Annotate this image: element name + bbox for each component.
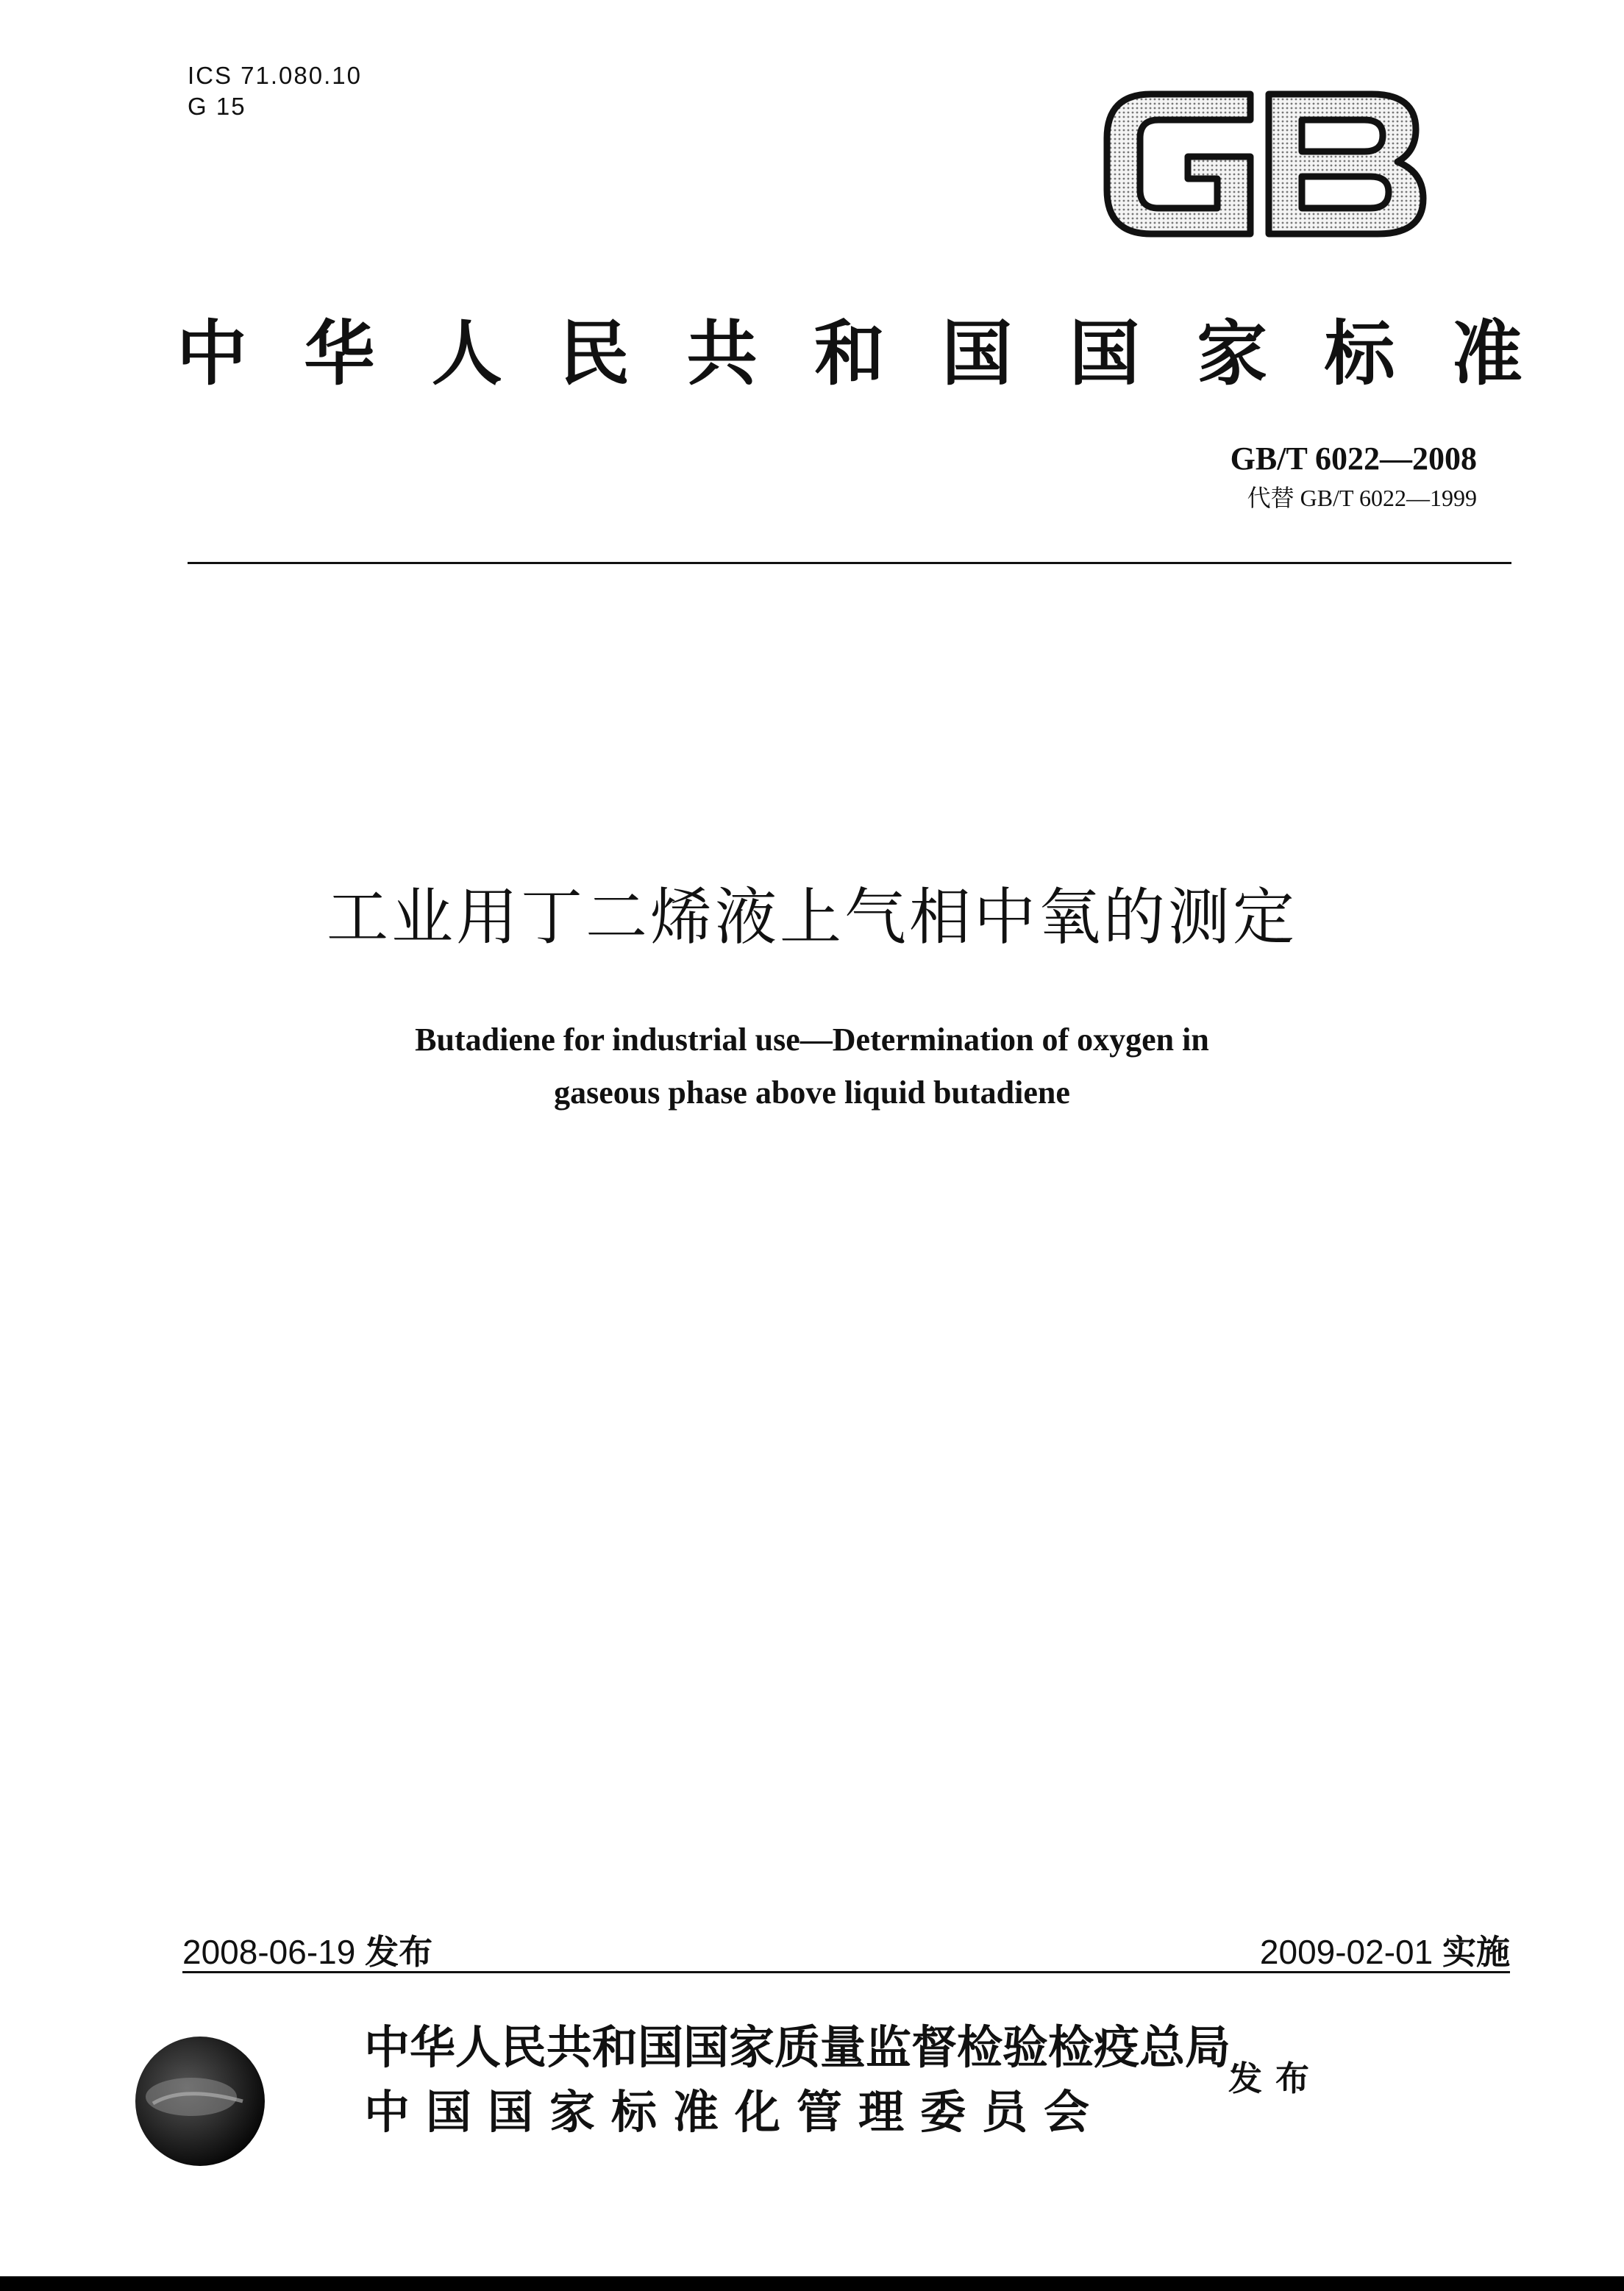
national-title-char: 和 [813, 311, 885, 395]
english-title [0, 1013, 1624, 1119]
national-title-char: 共 [686, 311, 758, 395]
header-divider [188, 562, 1511, 564]
issuer-line2: 中国国家标准化管理委员会 [364, 2085, 1106, 2139]
effective-date [1260, 1925, 1510, 1974]
national-title-char: 家 [1197, 311, 1268, 395]
scan-edge-band [0, 2276, 1624, 2291]
national-title-char: 民 [559, 311, 630, 395]
national-title-char: 中 [177, 311, 247, 395]
issue-date-label: 发布 [365, 1932, 433, 1972]
national-standard-title [177, 300, 1522, 396]
publish-label: 发布 [1228, 2059, 1322, 2098]
national-title-char: 标 [1324, 311, 1395, 395]
issuing-authorities [364, 2015, 1231, 2145]
gb-standard-logo-icon [1100, 79, 1431, 249]
english-title-line2: gaseous phase above liquid butadiene [554, 1075, 1070, 1111]
issue-date [182, 1925, 432, 1974]
ccs-code: G 15 [188, 93, 246, 120]
ics-code: ICS 71.080.10 [188, 62, 362, 89]
replaced-standard: 代替 GB/T 6022—1999 [1247, 485, 1477, 511]
footer-divider [182, 1971, 1510, 1973]
official-seal-icon [132, 2034, 268, 2170]
national-title-char: 准 [1451, 311, 1522, 395]
standard-number: GB/T 6022—2008 [1230, 441, 1477, 477]
national-title-char: 人 [431, 311, 502, 395]
national-title-char: 国 [1069, 311, 1140, 395]
chinese-title: 工业用丁二烯液上气相中氧的测定 [326, 881, 1297, 953]
issuer-line1: 中华人民共和国国家质量监督检验检疫总局 [364, 2020, 1231, 2074]
effective-date-label: 实施 [1442, 1932, 1510, 1972]
classification-block [188, 60, 362, 122]
national-title-char: 国 [941, 311, 1013, 395]
effective-date-value: 2009-02-01 [1259, 1933, 1434, 1971]
english-title-line1: Butadiene for industrial use—Determination of oxygen in [415, 1022, 1209, 1058]
issue-date-value: 2008-06-19 [182, 1933, 356, 1971]
national-title-char: 华 [304, 311, 375, 395]
